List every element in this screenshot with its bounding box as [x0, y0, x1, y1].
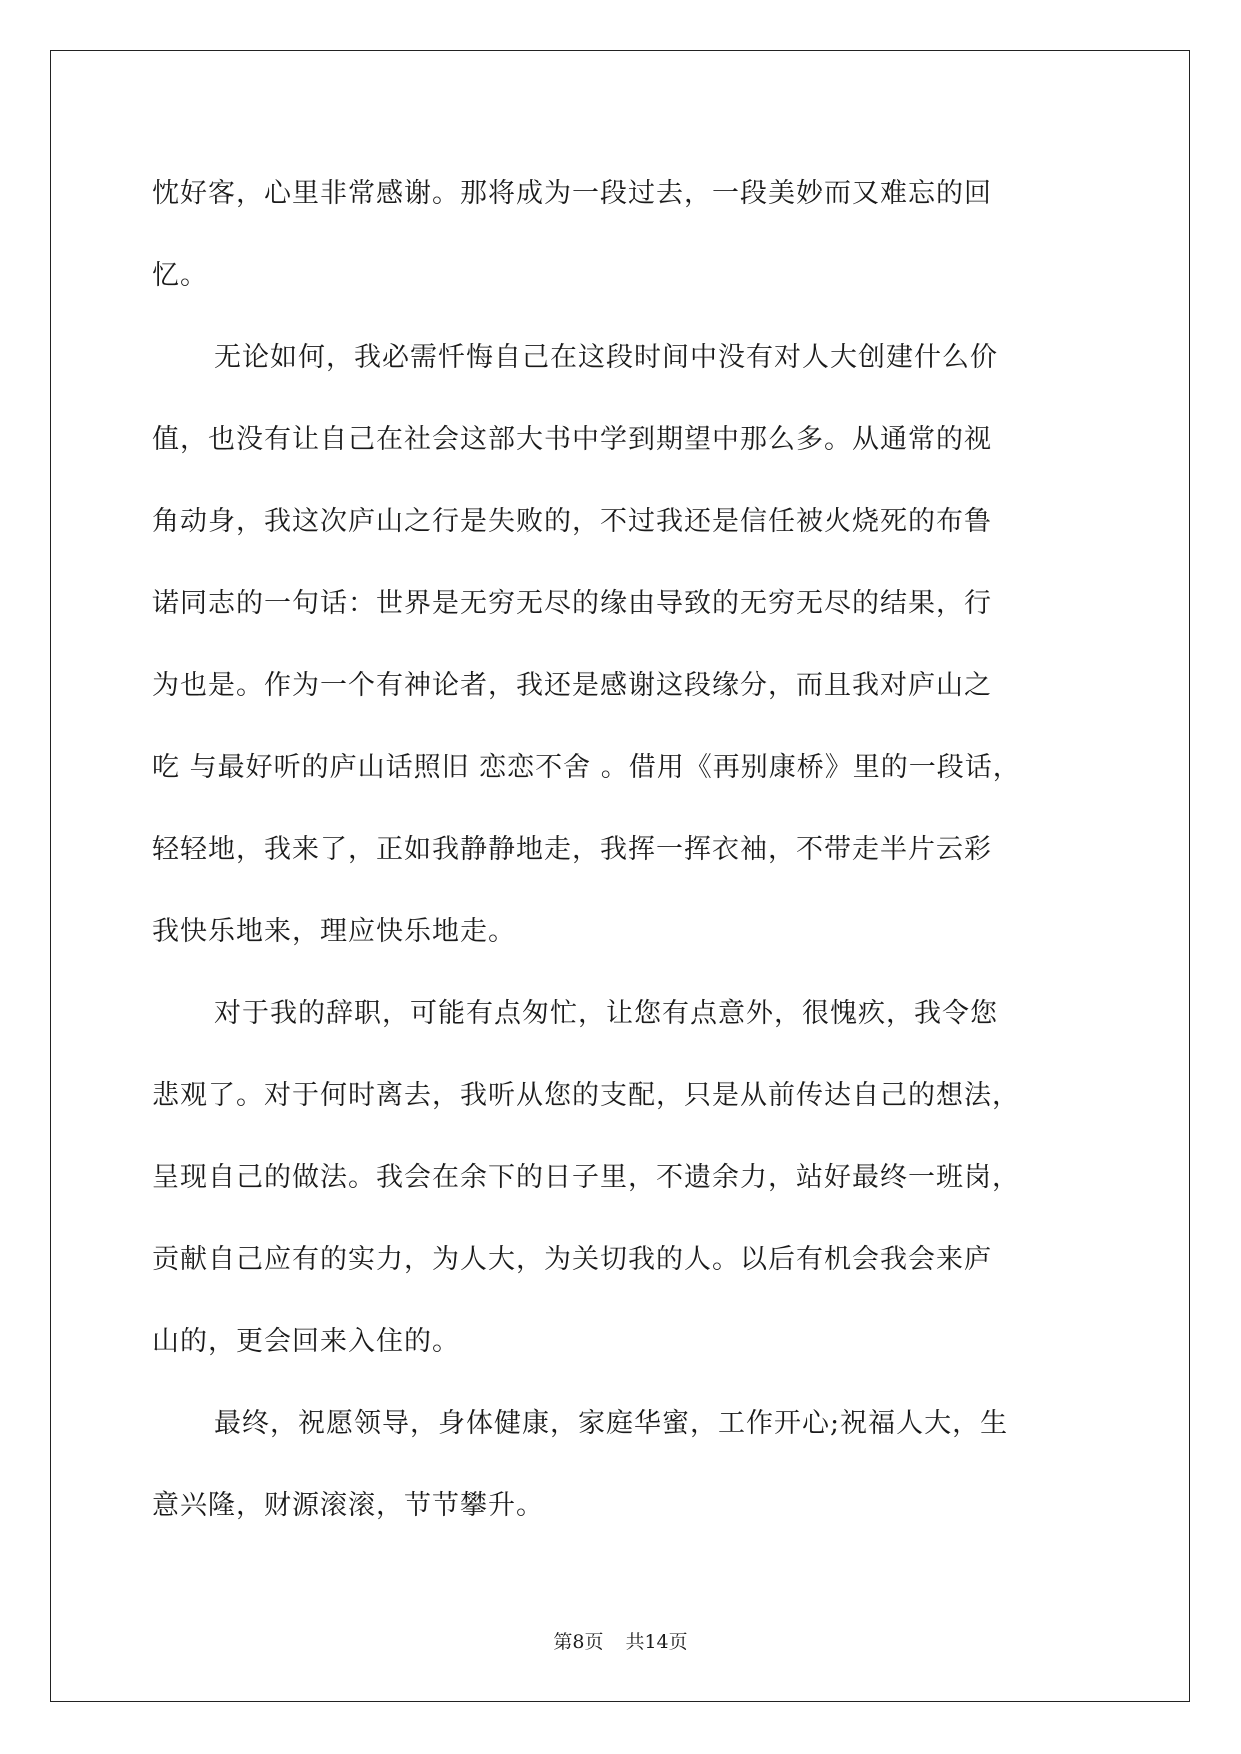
text-line: 呈现自己的做法。我会在余下的日子里，不遗余力，站好最终一班岗，	[152, 1162, 1020, 1193]
text-line: 山的，更会回来入住的。	[152, 1326, 460, 1357]
page-number: 第8页	[553, 1631, 604, 1653]
text-line: 忆。	[152, 260, 208, 291]
text-line: 值，也没有让自己在社会这部大书中学到期望中那么多。从通常的视	[152, 424, 992, 455]
page-footer	[0, 1627, 1241, 1654]
text-line: 贡献自己应有的实力，为人大，为关切我的人。以后有机会我会来庐	[152, 1244, 992, 1275]
paragraph	[152, 153, 1092, 317]
text-line: 角动身，我这次庐山之行是失败的，不过我还是信任被火烧死的布鲁	[152, 506, 992, 537]
text-line: 诺同志的一句话：世界是无穷无尽的缘由导致的无穷无尽的结果，行	[152, 588, 992, 619]
text-line: 无论如何，我必需忏悔自己在这段时间中没有对人大创建什么价	[214, 342, 998, 373]
text-line: 轻轻地，我来了，正如我静静地走，我挥一挥衣袖，不带走半片云彩	[152, 834, 992, 865]
text-line: 我快乐地来，理应快乐地走。	[152, 916, 516, 947]
text-line: 为也是。作为一个有神论者，我还是感谢这段缘分，而且我对庐山之	[152, 670, 992, 701]
text-line: 最终，祝愿领导，身体健康，家庭华蜜，工作开心;祝福人大，生	[214, 1408, 1009, 1439]
text-line: 意兴隆，财源滚滚，节节攀升。	[152, 1490, 544, 1521]
document-body	[152, 153, 1092, 1547]
paragraph	[152, 317, 1092, 973]
text-line: 吃 与最好听的庐山话照旧 恋恋不舍 。借用《再别康桥》里的一段话，	[152, 752, 1021, 783]
text-line: 悲观了。对于何时离去，我听从您的支配，只是从前传达自己的想法，	[152, 1080, 1020, 1111]
page-total: 共14页	[625, 1631, 688, 1653]
paragraph	[152, 1383, 1092, 1547]
paragraph	[152, 973, 1092, 1383]
text-line: 对于我的辞职，可能有点匆忙，让您有点意外，很愧疚，我令您	[214, 998, 998, 1029]
text-line: 忱好客，心里非常感谢。那将成为一段过去，一段美妙而又难忘的回	[152, 178, 992, 209]
